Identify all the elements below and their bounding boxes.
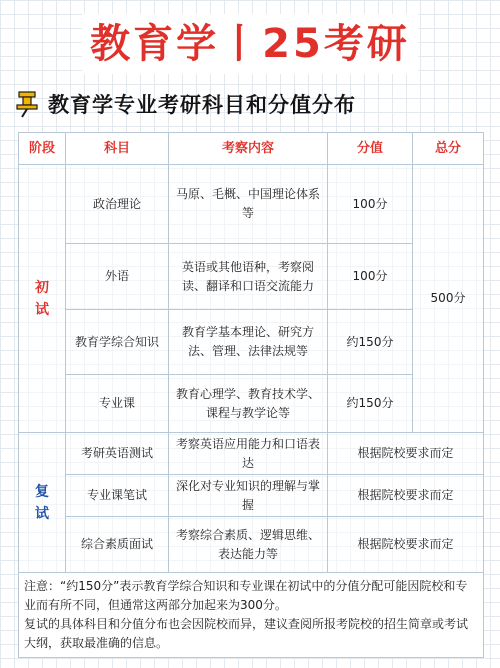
table-row xyxy=(19,517,484,573)
subject-cell: 政治理论 xyxy=(66,165,169,244)
table-row xyxy=(19,433,484,475)
stage-label: 初试 xyxy=(35,279,49,318)
note-paragraph-2: 复试的具体科目和分值分布也会因院校而异，建议查阅所报考院校的招生简章或考试大纲，获取最准确的信息。 xyxy=(24,617,469,650)
content-cell: 教育学基本理论、研究方法、管理、法律法规等 xyxy=(169,310,328,375)
table-row xyxy=(19,165,484,244)
subject-cell: 综合素质面试 xyxy=(66,517,169,573)
header-stage: 阶段 xyxy=(19,133,66,165)
subject-score-table xyxy=(18,132,483,658)
subject-cell: 教育学综合知识 xyxy=(66,310,169,375)
pushpin-icon xyxy=(14,90,40,118)
score-cell: 根据院校要求而定 xyxy=(328,475,484,517)
table-row xyxy=(19,475,484,517)
header-score: 分值 xyxy=(328,133,413,165)
stage-retest xyxy=(19,433,66,573)
stage-preliminary xyxy=(19,165,66,433)
note-paragraph-1: 注意：“约150分”表示教育学综合知识和专业课在初试中的分值分配可能因院校和专业而有所不同，但通常这两部分加起来为300分。 xyxy=(24,579,468,612)
score-cell: 约150分 xyxy=(328,310,413,375)
subject-cell: 专业课 xyxy=(66,375,169,433)
header-total: 总分 xyxy=(413,133,484,165)
subject-cell: 专业课笔试 xyxy=(66,475,169,517)
table-header-row xyxy=(19,133,484,165)
page-title: 教育学丨25考研 xyxy=(82,14,418,74)
note-cell xyxy=(19,573,484,658)
score-cell: 约150分 xyxy=(328,375,413,433)
total-cell: 500分 xyxy=(413,165,484,433)
title-banner xyxy=(0,14,500,74)
content-cell: 考察综合素质、逻辑思维、表达能力等 xyxy=(169,517,328,573)
score-cell: 根据院校要求而定 xyxy=(328,433,484,475)
content-cell: 马原、毛概、中国理论体系等 xyxy=(169,165,328,244)
content-cell: 教育心理学、教育技术学、课程与教学论等 xyxy=(169,375,328,433)
note-row xyxy=(19,573,484,658)
score-cell: 100分 xyxy=(328,165,413,244)
subject-cell: 外语 xyxy=(66,244,169,310)
subtitle-row xyxy=(14,88,356,120)
subtitle: 教育学专业考研科目和分值分布 xyxy=(48,93,356,117)
header-subject: 科目 xyxy=(66,133,169,165)
subject-cell: 考研英语测试 xyxy=(66,433,169,475)
content-cell: 英语或其他语种，考察阅读、翻译和口语交流能力 xyxy=(169,244,328,310)
score-cell: 100分 xyxy=(328,244,413,310)
content-cell: 深化对专业知识的理解与掌握 xyxy=(169,475,328,517)
score-cell: 根据院校要求而定 xyxy=(328,517,484,573)
stage-label: 复试 xyxy=(35,483,49,522)
content-cell: 考察英语应用能力和口语表达 xyxy=(169,433,328,475)
header-content: 考察内容 xyxy=(169,133,328,165)
